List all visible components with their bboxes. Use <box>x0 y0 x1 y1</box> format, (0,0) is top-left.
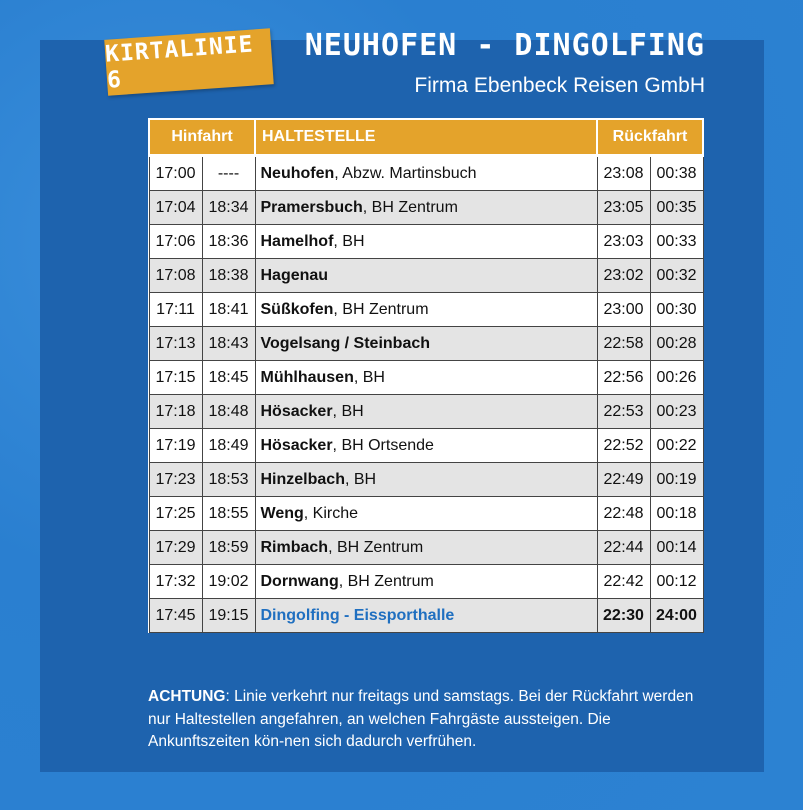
notice <box>148 686 708 754</box>
table-row <box>149 293 703 327</box>
return-time-2: 00:28 <box>650 327 703 361</box>
outbound-time-1: 17:29 <box>149 531 202 565</box>
return-time-1: 22:52 <box>597 429 650 463</box>
stop-detail: , Kirche <box>303 504 359 522</box>
return-time-1: 22:30 <box>597 599 650 633</box>
return-time-2: 00:19 <box>650 463 703 497</box>
return-time-1: 22:53 <box>597 395 650 429</box>
table-row <box>149 429 703 463</box>
outbound-time-2: 18:34 <box>202 191 255 225</box>
outbound-time-1: 17:25 <box>149 497 202 531</box>
stop-detail: , BH <box>353 368 385 386</box>
table-row <box>149 395 703 429</box>
stop-detail: , BH Zentrum <box>333 300 429 318</box>
outbound-time-2: 18:45 <box>202 361 255 395</box>
stop-detail: , BH <box>332 402 364 420</box>
timetable <box>148 118 704 633</box>
table-row <box>149 531 703 565</box>
return-time-1: 23:05 <box>597 191 650 225</box>
stop-name: Süßkofen <box>260 300 334 318</box>
return-time-2: 00:30 <box>650 293 703 327</box>
return-time-1: 22:48 <box>597 497 650 531</box>
outbound-time-2: 18:38 <box>202 259 255 293</box>
table-row <box>149 191 703 225</box>
return-time-1: 23:08 <box>597 156 650 191</box>
outbound-time-1: 17:32 <box>149 565 202 599</box>
notice-label: ACHTUNG <box>148 688 226 705</box>
stop-detail: , BH <box>333 232 365 250</box>
stop-name: Hamelhof <box>260 232 334 250</box>
outbound-time-2: 18:49 <box>202 429 255 463</box>
outbound-time-1: 17:13 <box>149 327 202 361</box>
return-time-2: 00:35 <box>650 191 703 225</box>
timetable-body <box>149 156 703 633</box>
stop-name: Neuhofen <box>260 164 335 182</box>
outbound-time-2: 18:41 <box>202 293 255 327</box>
stop-name: Hösacker <box>260 436 333 454</box>
stop-cell <box>255 395 597 429</box>
outbound-time-2: 18:36 <box>202 225 255 259</box>
outbound-time-2: 18:55 <box>202 497 255 531</box>
stop-cell <box>255 531 597 565</box>
stop-cell <box>255 327 597 361</box>
outbound-time-1: 17:23 <box>149 463 202 497</box>
return-time-2: 00:26 <box>650 361 703 395</box>
outbound-time-2: ---- <box>202 156 255 191</box>
table-row <box>149 361 703 395</box>
stop-cell <box>255 599 597 633</box>
route-title: NEUHOFEN - DINGOLFING <box>304 28 705 63</box>
return-time-2: 00:23 <box>650 395 703 429</box>
outbound-time-1: 17:06 <box>149 225 202 259</box>
stop-cell <box>255 497 597 531</box>
stop-detail: , Abzw. Martinsbuch <box>334 164 477 182</box>
table-row <box>149 259 703 293</box>
stop-cell <box>255 191 597 225</box>
return-time-2: 00:33 <box>650 225 703 259</box>
return-time-1: 22:58 <box>597 327 650 361</box>
outbound-time-2: 18:53 <box>202 463 255 497</box>
stop-detail: , BH <box>344 470 377 488</box>
outbound-time-1: 17:15 <box>149 361 202 395</box>
header-outbound: Hinfahrt <box>149 119 255 156</box>
stop-name: Weng <box>260 504 304 522</box>
final-stop-name: Dingolfing - Eissporthalle <box>260 606 455 624</box>
stop-detail: , BH Zentrum <box>362 198 458 216</box>
stop-cell <box>255 293 597 327</box>
line-badge <box>104 28 274 95</box>
return-time-1: 22:44 <box>597 531 650 565</box>
header-return: Rückfahrt <box>597 119 703 156</box>
table-row <box>149 565 703 599</box>
outbound-time-1: 17:04 <box>149 191 202 225</box>
stop-name: Mühlhausen <box>260 368 354 386</box>
stop-detail: , BH Zentrum <box>338 572 434 590</box>
stop-cell <box>255 225 597 259</box>
return-time-2: 00:32 <box>650 259 703 293</box>
outbound-time-1: 17:08 <box>149 259 202 293</box>
return-time-2: 00:14 <box>650 531 703 565</box>
stop-detail: , BH Zentrum <box>328 538 424 556</box>
stop-name: Hinzelbach <box>260 470 345 488</box>
stop-name: Hagenau <box>260 266 329 284</box>
stop-name: Vogelsang / Steinbach <box>260 334 431 352</box>
return-time-2: 00:18 <box>650 497 703 531</box>
stop-name: Pramersbuch <box>260 198 363 216</box>
return-time-1: 22:49 <box>597 463 650 497</box>
timetable-header <box>149 119 703 156</box>
stop-detail: , BH Ortsende <box>332 436 434 454</box>
return-time-1: 23:03 <box>597 225 650 259</box>
stop-cell <box>255 463 597 497</box>
stop-name: Dornwang <box>260 572 339 590</box>
line-badge-label: KIRTALINIE 6 <box>104 31 255 94</box>
return-time-1: 23:02 <box>597 259 650 293</box>
table-row <box>149 463 703 497</box>
return-time-2: 00:22 <box>650 429 703 463</box>
outbound-time-2: 18:48 <box>202 395 255 429</box>
table-row <box>149 156 703 191</box>
stop-name: Hösacker <box>260 402 333 420</box>
operator-name: Firma Ebenbeck Reisen GmbH <box>414 74 705 97</box>
table-row <box>149 497 703 531</box>
table-row <box>149 225 703 259</box>
outbound-time-2: 18:59 <box>202 531 255 565</box>
header-stop: HALTESTELLE <box>255 119 597 156</box>
table-row-final <box>149 599 703 633</box>
return-time-2: 00:12 <box>650 565 703 599</box>
outbound-time-1: 17:19 <box>149 429 202 463</box>
stop-cell <box>255 565 597 599</box>
outbound-time-1: 17:18 <box>149 395 202 429</box>
stop-cell <box>255 259 597 293</box>
return-time-1: 23:00 <box>597 293 650 327</box>
stop-name: Rimbach <box>260 538 329 556</box>
return-time-2: 00:38 <box>650 156 703 191</box>
outbound-time-1: 17:45 <box>149 599 202 633</box>
stop-cell <box>255 156 597 191</box>
stop-cell <box>255 361 597 395</box>
return-time-1: 22:56 <box>597 361 650 395</box>
outbound-time-1: 17:11 <box>149 293 202 327</box>
return-time-1: 22:42 <box>597 565 650 599</box>
notice-text: : Linie verkehrt nur freitags und samstags. Bei der Rückfahrt werden nur Haltestellen angefahren, an welchen Fahrgäste aussteigen. Die Ankunftszeiten kön-nen sich dadurch verfrühen. <box>148 688 694 750</box>
outbound-time-2: 19:15 <box>202 599 255 633</box>
outbound-time-1: 17:00 <box>149 156 202 191</box>
stop-cell <box>255 429 597 463</box>
outbound-time-2: 18:43 <box>202 327 255 361</box>
outbound-time-2: 19:02 <box>202 565 255 599</box>
return-time-2: 24:00 <box>650 599 703 633</box>
table-row <box>149 327 703 361</box>
